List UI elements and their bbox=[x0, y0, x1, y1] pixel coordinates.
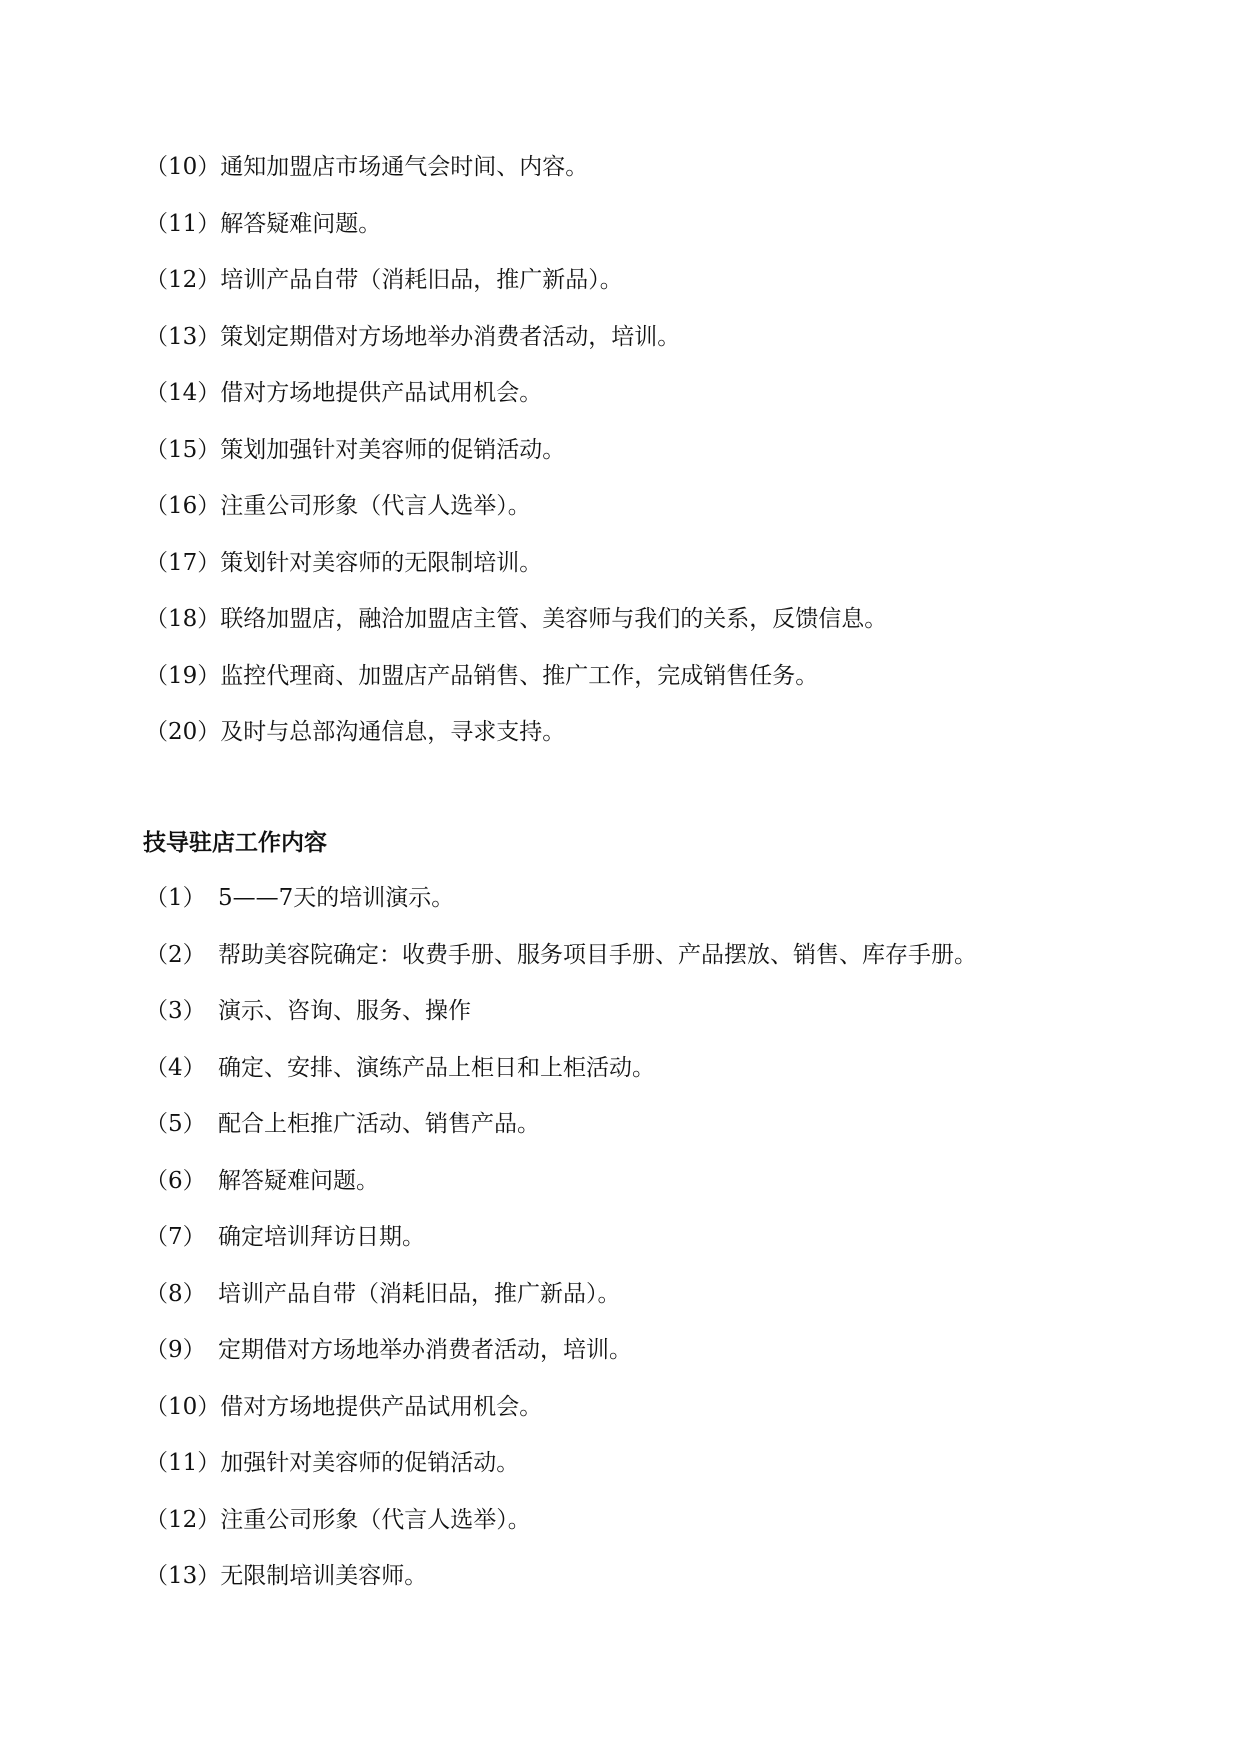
list-item bbox=[145, 648, 887, 705]
list-item bbox=[145, 309, 887, 366]
list-item bbox=[145, 196, 887, 253]
item-number: （18） bbox=[145, 606, 221, 632]
list-item bbox=[145, 252, 887, 309]
list-item bbox=[145, 1492, 977, 1549]
item-number: （13） bbox=[145, 323, 221, 350]
list-item bbox=[145, 1040, 977, 1097]
item-text: 策划加强针对美容师的促销活动。 bbox=[220, 436, 566, 463]
item-text: 策划针对美容师的无限制培训。 bbox=[220, 549, 543, 576]
item-text: 演示、咨询、服务、操作 bbox=[218, 998, 471, 1024]
list-item bbox=[145, 1322, 977, 1379]
list-item bbox=[145, 591, 887, 648]
item-text: 解答疑难问题。 bbox=[218, 1167, 379, 1194]
item-text: 借对方场地提供产品试用机会。 bbox=[220, 1393, 543, 1420]
item-number: （11） bbox=[145, 210, 221, 237]
list-item bbox=[145, 983, 977, 1040]
item-text: 确定、安排、演练产品上柜日和上柜活动。 bbox=[218, 1054, 655, 1081]
item-number: （4） bbox=[145, 1054, 206, 1081]
list-item bbox=[145, 870, 977, 927]
list-item bbox=[145, 1153, 977, 1210]
list-item bbox=[145, 535, 887, 592]
item-text: 帮助美容院确定：收费手册、服务项目手册、产品摆放、销售、库存手册。 bbox=[218, 941, 977, 968]
item-number: （13） bbox=[145, 1563, 221, 1589]
item-number: （11） bbox=[145, 1450, 221, 1476]
item-text: 确定培训拜访日期。 bbox=[218, 1224, 425, 1250]
item-number: （19） bbox=[145, 662, 221, 689]
item-number: （17） bbox=[145, 549, 221, 576]
list-item bbox=[145, 704, 887, 761]
item-text: 通知加盟店市场通气会时间、内容。 bbox=[220, 154, 589, 180]
item-text: 解答疑难问题。 bbox=[220, 210, 382, 237]
item-number: （15） bbox=[145, 436, 221, 463]
list-item bbox=[145, 927, 977, 984]
item-number: （8） bbox=[145, 1280, 206, 1307]
item-number: （12） bbox=[145, 267, 221, 293]
list-item bbox=[145, 1266, 977, 1323]
item-number: （10） bbox=[145, 154, 221, 180]
item-text: 定期借对方场地举办消费者活动，培训。 bbox=[218, 1337, 632, 1363]
item-text: 及时与总部沟通信息，寻求支持。 bbox=[220, 719, 566, 745]
task-list-continued bbox=[145, 139, 887, 761]
item-number: （9） bbox=[145, 1337, 206, 1363]
item-text: 策划定期借对方场地举办消费者活动，培训。 bbox=[220, 323, 681, 350]
store-tasks-list bbox=[145, 870, 977, 1605]
list-item bbox=[145, 139, 887, 196]
item-number: （16） bbox=[145, 493, 221, 519]
item-text: 注重公司形象（代言人选举）。 bbox=[220, 493, 531, 519]
item-number: （7） bbox=[145, 1224, 206, 1250]
item-text: 监控代理商、加盟店产品销售、推广工作，完成销售任务。 bbox=[220, 662, 819, 689]
item-number: （6） bbox=[145, 1167, 206, 1194]
list-item bbox=[145, 1096, 977, 1153]
item-text: 联络加盟店，融洽加盟店主管、美容师与我们的关系，反馈信息。 bbox=[220, 606, 888, 632]
item-number: （14） bbox=[145, 380, 221, 406]
list-item bbox=[145, 1548, 977, 1605]
item-number: （5） bbox=[145, 1111, 206, 1137]
item-text: 5——7天的培训演示。 bbox=[218, 885, 455, 911]
item-text: 注重公司形象（代言人选举）。 bbox=[220, 1506, 531, 1533]
item-text: 加强针对美容师的促销活动。 bbox=[220, 1450, 520, 1476]
list-item bbox=[145, 1435, 977, 1492]
list-item bbox=[145, 422, 887, 479]
item-text: 配合上柜推广活动、销售产品。 bbox=[218, 1111, 540, 1137]
item-text: 培训产品自带（消耗旧品，推广新品）。 bbox=[218, 1280, 621, 1307]
list-item bbox=[145, 1209, 977, 1266]
item-number: （3） bbox=[145, 998, 206, 1024]
item-number: （10） bbox=[145, 1393, 221, 1420]
item-text: 培训产品自带（消耗旧品，推广新品）。 bbox=[220, 267, 623, 293]
item-number: （12） bbox=[145, 1506, 221, 1533]
item-number: （1） bbox=[145, 885, 206, 911]
item-text: 无限制培训美容师。 bbox=[220, 1563, 428, 1589]
item-number: （2） bbox=[145, 941, 206, 968]
list-item bbox=[145, 1379, 977, 1436]
list-item bbox=[145, 478, 887, 535]
item-text: 借对方场地提供产品试用机会。 bbox=[220, 380, 543, 406]
section-title: 技导驻店工作内容 bbox=[143, 830, 327, 856]
list-item bbox=[145, 365, 887, 422]
item-number: （20） bbox=[145, 719, 221, 745]
